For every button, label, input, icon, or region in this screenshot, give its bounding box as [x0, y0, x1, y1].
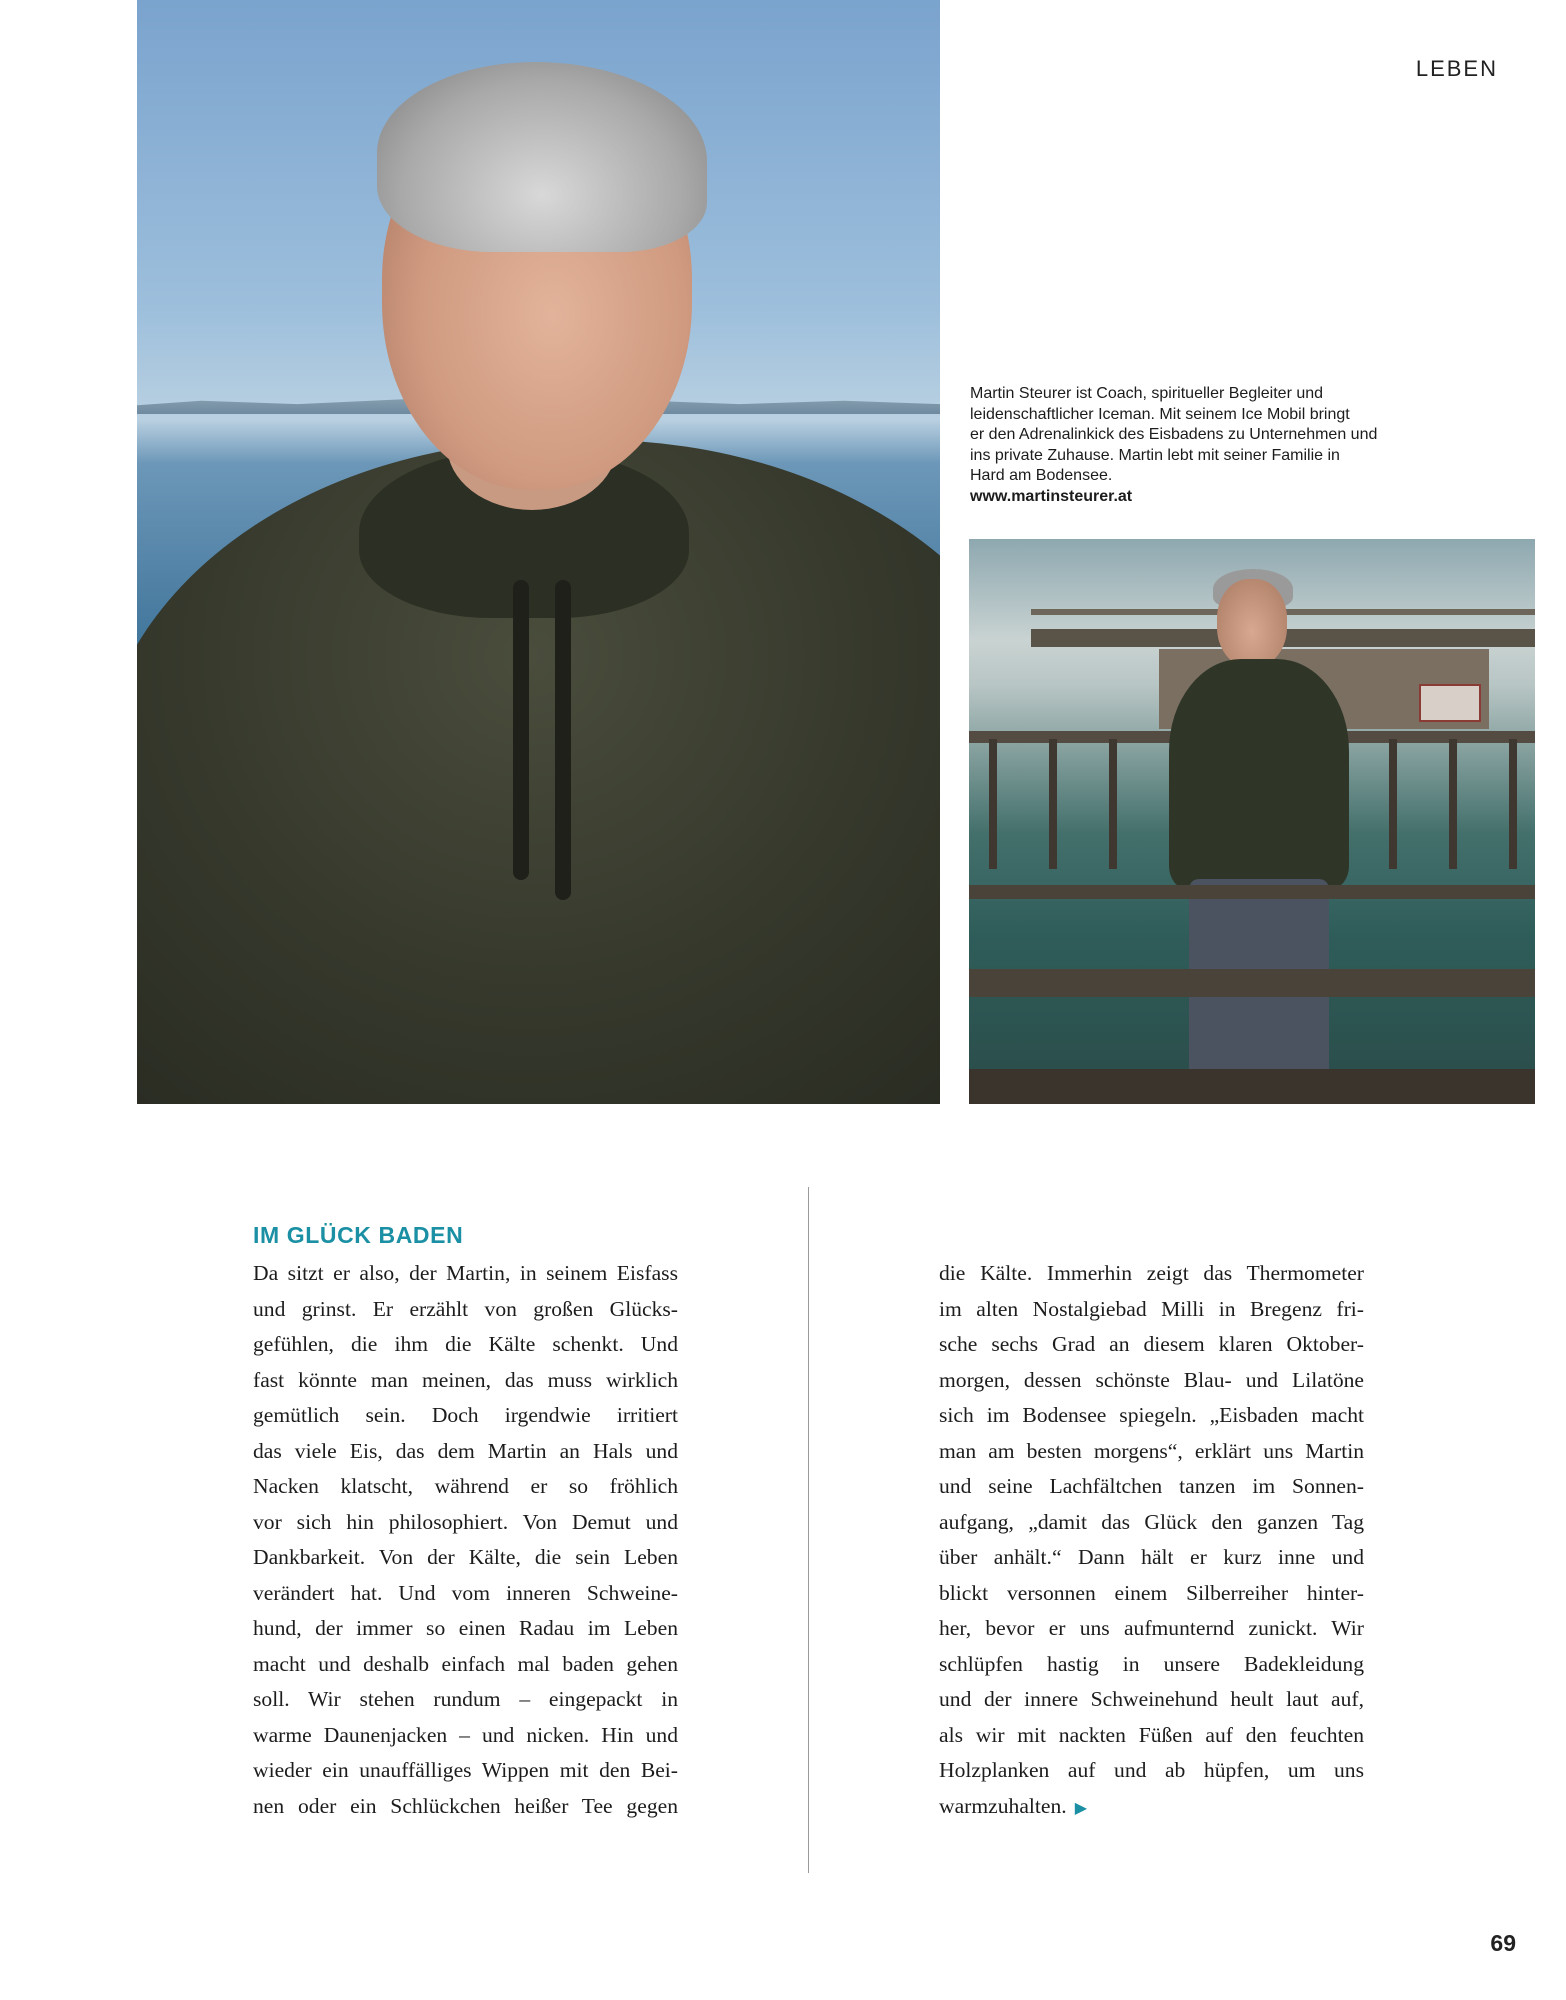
text-line-content: warmzuhalten.: [939, 1793, 1067, 1818]
section-label: LEBEN: [1415, 56, 1498, 81]
article-column-left: [253, 1256, 678, 1824]
hoodie-string-right: [555, 580, 571, 900]
caption-line: Hard am Bodensee.: [970, 467, 1113, 484]
text-line: im alten Nostalgiebad Milli in Bregenz fri-: [939, 1296, 1364, 1321]
text-line: wieder ein unauffälliges Wippen mit den Bei-: [253, 1758, 678, 1782]
pier-post: [1049, 739, 1057, 869]
text-line: aufgang, „damit das Glück den ganzen Tag: [939, 1509, 1364, 1534]
text-line: über anhält.“ Dann hält er kurz inne und: [939, 1545, 1364, 1569]
text-line: warme Daunenjacken – und nicken. Hin und: [253, 1722, 678, 1747]
pier-post: [1109, 739, 1117, 869]
text-line: Holzplanken auf und ab hüpfen, um uns: [939, 1758, 1364, 1782]
hoodie-string-left: [513, 580, 529, 880]
front-railing: [969, 885, 1535, 899]
text-line: vor sich hin philosophiert. Von Demut und: [253, 1509, 678, 1534]
person-head: [1217, 579, 1287, 667]
text-line: sche sechs Grad an diesem klaren Oktober-: [939, 1332, 1364, 1356]
text-line: sich im Bodensee spiegeln. „Eisbaden macht: [939, 1403, 1364, 1427]
text-line: das viele Eis, das dem Martin an Hals und: [253, 1438, 678, 1463]
text-line: hund, der immer so einen Radau im Leben: [253, 1616, 678, 1640]
front-railing: [969, 969, 1535, 997]
text-line: nen oder ein Schlückchen heißer Tee gegen: [253, 1793, 678, 1818]
hair: [377, 62, 707, 252]
pier-post: [1389, 739, 1397, 869]
text-line: gemütlich sein. Doch irgendwie irritiert: [253, 1403, 678, 1427]
article-heading: IM GLÜCK BADEN: [253, 1222, 464, 1248]
text-line: als wir mit nackten Füßen auf den feuchten: [939, 1722, 1364, 1747]
triangle-right-icon: ▶: [1074, 1797, 1088, 1817]
text-line: verändert hat. Und vom inneren Schweine-: [253, 1580, 678, 1605]
column-divider: [808, 1187, 809, 1873]
text-line: man am besten morgens“, erklärt uns Martin: [939, 1438, 1364, 1463]
person-body: [1169, 659, 1349, 889]
text-line: Da sitzt er also, der Martin, in seinem Eisfass: [253, 1261, 678, 1285]
text-line: fast könnte man meinen, das muss wirklich: [253, 1367, 678, 1392]
text-line: die Kälte. Immerhin zeigt das Thermometer: [939, 1261, 1364, 1285]
caption-line: ins private Zuhause. Martin lebt mit seiner Familie in: [970, 446, 1340, 464]
text-line: gefühlen, die ihm die Kälte schenkt. Und: [253, 1332, 678, 1356]
text-line: und grinst. Er erzählt von großen Glücks-: [253, 1296, 678, 1321]
text-line: und der innere Schweinehund heult laut auf,: [939, 1687, 1364, 1711]
page-number: 69: [1490, 1930, 1516, 1956]
text-line: Dankbarkeit. Von der Kälte, die sein Leben: [253, 1545, 678, 1569]
photo-caption: [970, 384, 1390, 507]
caption-line: leidenschaftlicher Iceman. Mit seinem Ice Mobil bringt: [970, 405, 1350, 423]
website-link[interactable]: www.martinsteurer.at: [970, 487, 1133, 505]
text-line: schlüpfen hastig in unsere Badekleidung: [939, 1651, 1364, 1676]
caption-line: er den Adrenalinkick des Eisbadens zu Unternehmen und: [970, 426, 1378, 443]
front-railing: [969, 1069, 1535, 1104]
article-column-right: [939, 1256, 1364, 1824]
pier-photo: [969, 539, 1535, 1104]
pier-post: [1509, 739, 1517, 869]
hut-sign: [1419, 684, 1481, 722]
portrait-photo: [137, 0, 940, 1104]
caption-line: Martin Steurer ist Coach, spiritueller Begleiter und: [970, 385, 1324, 402]
text-line: soll. Wir stehen rundum – eingepackt in: [253, 1687, 678, 1711]
text-line: her, bevor er uns aufmunternd zunickt. Wir: [939, 1616, 1364, 1640]
pier-post: [989, 739, 997, 869]
text-line: morgen, dessen schönste Blau- und Lilatöne: [939, 1367, 1364, 1392]
text-line: Nacken klatscht, während er so fröhlich: [253, 1474, 678, 1498]
text-line: blickt versonnen einem Silberreiher hinter-: [939, 1580, 1364, 1605]
text-line: und seine Lachfältchen tanzen im Sonnen-: [939, 1474, 1364, 1498]
pier-post: [1449, 739, 1457, 869]
text-line: [939, 1789, 1364, 1825]
text-line: macht und deshalb einfach mal baden gehen: [253, 1651, 678, 1676]
